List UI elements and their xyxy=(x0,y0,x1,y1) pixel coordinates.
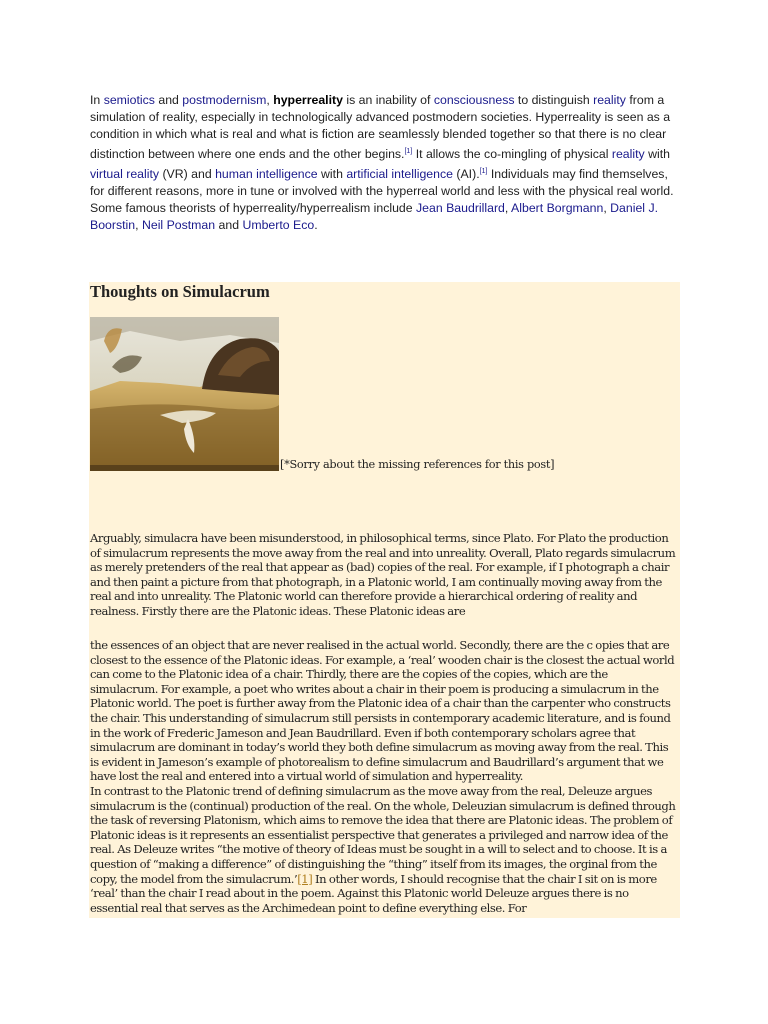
link-albert-borgmann[interactable]: Albert Borgmann xyxy=(511,201,604,216)
intro-text: is an inability of xyxy=(342,93,434,107)
intro-text: with xyxy=(644,147,670,162)
intro-text: , xyxy=(603,201,611,216)
post-text: In contrast to the Platonic trend of defining simulacrum as the move away from the real, Deleuze argues simulacrum is the (continual) production of the real. On the whole, Deleuzian simulacrum is defined through the task of reversing Platonism, which aims to remove the idea that there are Platonic ideas. The problem of Platonic ideas is it represents an essentialist perspective that generates a privileged and narrow idea of the real. As Deleuze writes “the motive of theory of Ideas must be sought in a will to select and to choose. It is a question of “making a difference” of distinguishing the “thing” itself from its images, the orginal from the copy, the model from the simulacrum.’ xyxy=(90,783,676,886)
link-reality[interactable]: reality xyxy=(611,147,645,162)
link-human-intelligence[interactable]: human intelligence xyxy=(215,167,318,182)
post-paragraph-2 xyxy=(90,638,678,915)
intro-text: , xyxy=(504,201,512,216)
intro-text: , xyxy=(266,93,274,107)
intro-text: . xyxy=(314,218,318,233)
intro-text: In xyxy=(90,93,104,107)
intro-text: and xyxy=(215,218,243,233)
intro-text: to distinguish xyxy=(514,93,594,107)
post-paragraph-1: Arguably, simulacra have been misunderstood, in philosophical terms, since Plato. For Plato the production of simulacrum represents the move away from the real and into unreality. Overall, Plato regards simulacrum as merely pretenders of the real that appear as (bad) copies of the real. For example, if I photograph a chair and then paint a picture from that photograph, in a Platonic world, I am continually moving away from the real and into unreality. The Platonic world can therefore provide a hierarchical ordering of reality and realness. Firstly there are the Platonic ideas. These Platonic ideas are xyxy=(90,531,676,618)
missing-references-note: [*Sorry about the missing references for this post] xyxy=(280,458,555,471)
link-virtual-reality[interactable]: virtual reality xyxy=(90,167,160,182)
link-reality[interactable]: reality xyxy=(593,93,626,107)
intro-paragraph xyxy=(90,92,680,234)
intro-text: with xyxy=(317,167,347,182)
link-jean-baudrillard[interactable]: Jean Baudrillard xyxy=(416,201,505,216)
footnote-link[interactable]: [1] xyxy=(404,148,413,155)
post-text: In other words, I should recognise that the chair I sit on is more ‘real’ than the chair I read about in the poem. Against this Platonic world Deleuze argues there is no essential real that serves as the Archimedean point to define everything else. For xyxy=(90,871,657,915)
link-semiotics[interactable]: semiotics xyxy=(103,93,155,107)
intro-text: , xyxy=(135,218,142,233)
post-title: Thoughts on Simulacrum xyxy=(90,282,270,301)
intro-text: Individuals may find themselves, for different reasons, more in tune or involved with the hyperreal world and less with the physical real world. Some famous theorists of hyperreality/hyperrealism include xyxy=(90,167,674,216)
intro-text: and xyxy=(154,93,183,107)
surreal-painting-image xyxy=(90,317,279,471)
link-daniel-boorstin[interactable]: Daniel J. Boorstin xyxy=(90,201,659,233)
link-umberto-eco[interactable]: Umberto Eco xyxy=(242,218,315,233)
intro-text: (AI). xyxy=(452,167,480,182)
intro-text: (VR) and xyxy=(159,167,216,182)
footnote-link[interactable]: [1] xyxy=(479,168,488,176)
link-consciousness[interactable]: consciousness xyxy=(433,93,515,107)
link-neil-postman[interactable]: Neil Postman xyxy=(141,218,216,233)
intro-text: It allows the co-mingling of physical xyxy=(412,147,612,162)
link-artificial-intelligence[interactable]: artificial intelligence xyxy=(346,167,453,182)
intro-text: from a simulation of reality, especially in technologically advanced postmodern societies. Hyperreality is seen as a condition in which what is real and what is fiction are seamlessly blended together so that there is no clear distinction between where one ends and the other begins. xyxy=(90,93,671,162)
link-postmodernism[interactable]: postmodernism xyxy=(182,93,267,107)
reference-link[interactable]: [1] xyxy=(297,871,313,886)
term-hyperreality: hyperreality xyxy=(273,93,343,107)
post-text: the essences of an object that are never realised in the actual world. Secondly, there are the c opies that are closest to the essence of the Platonic ideas. For example, a ‘real’ wooden chair is the closest the actual world can come to the Platonic idea of a chair. Thirdly, there are the copies of the copies, which are the simulacrum. For example, a poet who writes about a chair in their poem is producing a simulacrum in the Platonic world. The poet is further away from the Platonic idea of a chair than the carpenter who constructs the chair. This understanding of simulacrum still persists in contemporary academic literature, and is found in the work of Frederic Jameson and Jean Baudrillard. Even if both contemporary scholars agree that simulacrum are dominant in today’s world they both define simulacrum as moving away from the real. This is evident in Jameson’s example of photorealism to define simulacrum and Baudrillard’s argument that we have lost the real and entered into a virtual world of simulation and hyperreality. xyxy=(90,638,675,784)
